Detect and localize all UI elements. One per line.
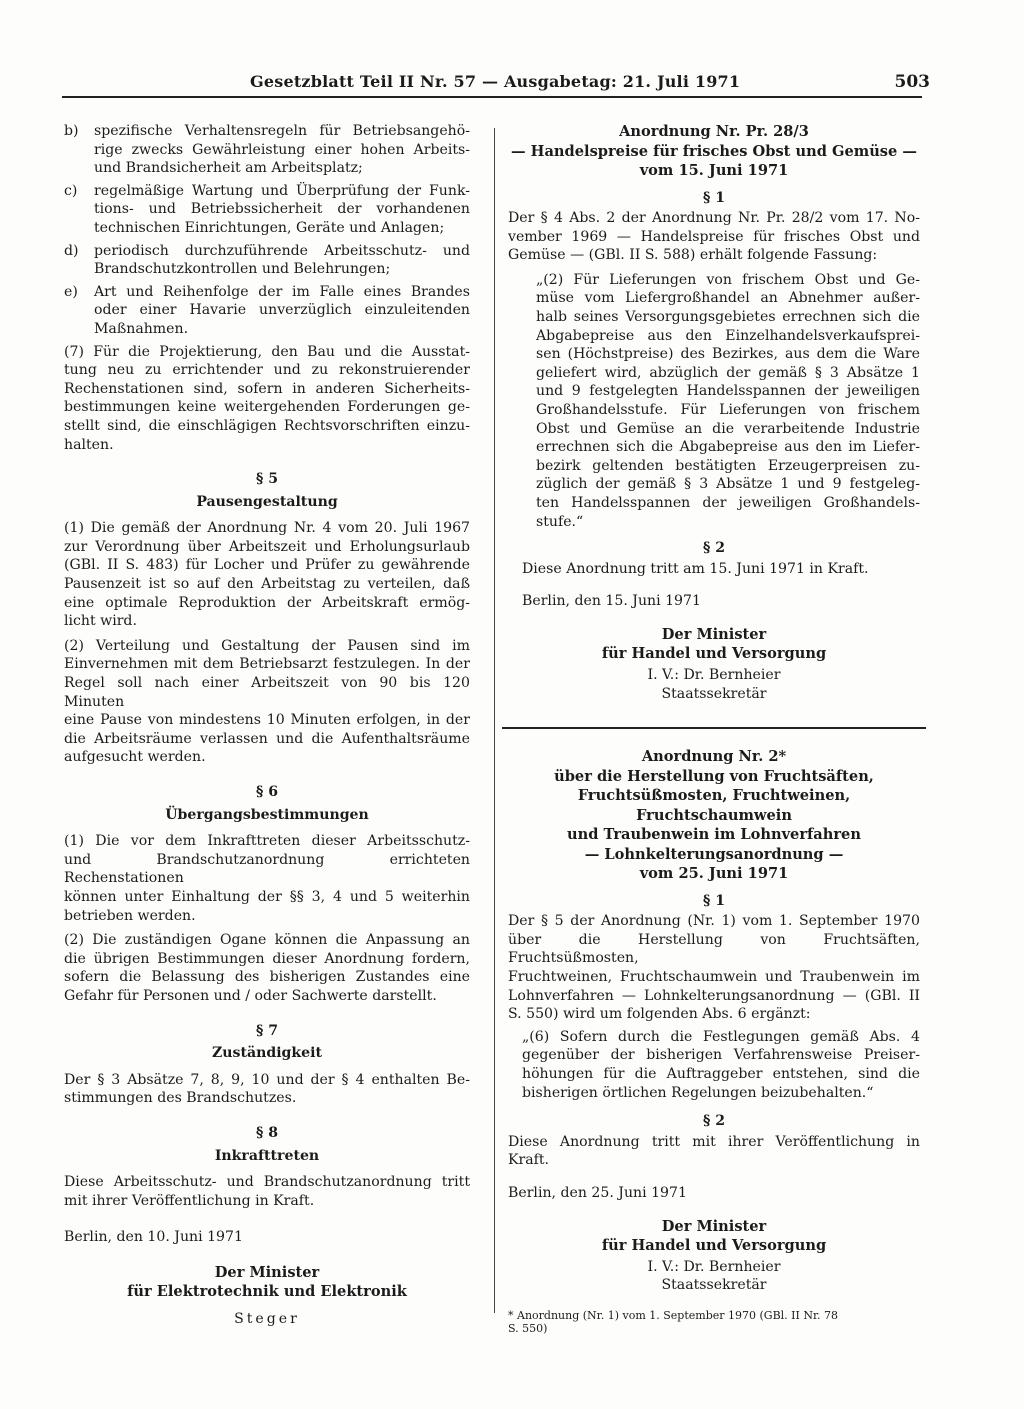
text-line: errechnen sich die Abgabepreise aus den im Liefer- bbox=[536, 439, 920, 456]
text-line: Diese Arbeitsschutz- und Brandschutzanordnung tritt bbox=[64, 1174, 470, 1191]
signer-name: I. V.: Dr. Bernheier bbox=[647, 666, 781, 683]
text-line: höhungen für die Auftraggeber entstehen, sind die bbox=[522, 1066, 920, 1082]
section-8-paragraph-1 bbox=[64, 1173, 470, 1210]
text-line: eine Pause von mindestens 10 Minuten erfolgen, in der bbox=[64, 712, 470, 729]
text-line: und Traubenwein im Lohnverfahren bbox=[567, 826, 861, 844]
text-line: Pausenzeit ist so auf den Arbeitstag zu verteilen, daß bbox=[64, 576, 470, 593]
page-header-title: Gesetzblatt Teil II Nr. 57 — Ausgabetag: 21. Juli 1971 bbox=[250, 72, 741, 91]
text-line: periodisch durchzuführende Arbeitsschutz- und bbox=[94, 242, 470, 259]
text-line: bisherigen örtlichen Regelungen beizubehalten.“ bbox=[522, 1084, 874, 1101]
text-line: Brandschutzkontrollen und Belehrungen; bbox=[94, 261, 391, 278]
text-line: * Anordnung (Nr. 1) vom 1. September 1970 (GBl. II Nr. 78 bbox=[508, 1308, 839, 1322]
section-7-title: Zuständigkeit bbox=[211, 1045, 323, 1062]
text-line: stellt sind, die einschlägigen Rechtsvorschriften einzu- bbox=[64, 417, 470, 434]
left-column bbox=[64, 122, 470, 1328]
text-line: Fruchtweinen, Fruchtschaumwein und Traubenwein im bbox=[508, 969, 920, 986]
text-line: halb seines Versorgungsgebietes errechnen sich die bbox=[536, 309, 920, 326]
order-2-section-2-text bbox=[508, 1133, 920, 1170]
section-7-paragraph-1 bbox=[64, 1071, 470, 1108]
text-line: aufgesucht werden. bbox=[64, 749, 206, 766]
text-line: die übrigen Bestimmungen dieser Anordnung fordern, bbox=[64, 950, 470, 967]
text-line: stufe.“ bbox=[536, 513, 584, 530]
text-line: Diese Anordnung tritt mit ihrer Veröffentlichung in bbox=[508, 1133, 920, 1150]
list-text bbox=[94, 182, 470, 238]
list-text bbox=[94, 122, 470, 178]
text-line: Der § 5 der Anordnung (Nr. 1) vom 1. September 1970 bbox=[508, 913, 920, 930]
list-item-d bbox=[64, 242, 470, 279]
section-8-number: § 8 bbox=[255, 1124, 279, 1141]
text-line: halten. bbox=[64, 436, 114, 453]
text-line: (1) Die gemäß der Anordnung Nr. 4 vom 20. Juli 1967 bbox=[64, 520, 470, 537]
text-line: vom 25. Juni 1971 bbox=[639, 865, 789, 883]
list-text bbox=[94, 283, 470, 339]
text-line: tions- und Betriebssicherheit der vorhandenen bbox=[94, 201, 470, 218]
text-line: ten Handelsspannen der jeweiligen Großhandels- bbox=[536, 495, 920, 511]
signature: Steger bbox=[234, 1310, 300, 1327]
list-label: e) bbox=[64, 283, 78, 300]
column-divider bbox=[494, 128, 495, 1313]
text-line: Abgabepreise aus den Einzelhandelsverkaufsprei- bbox=[536, 327, 920, 344]
section-5-paragraph-1 bbox=[64, 519, 470, 631]
footnote bbox=[508, 1309, 920, 1335]
text-line: Gefahr für Personen und / oder Sachwerte darstellt. bbox=[64, 987, 437, 1004]
paragraph-7 bbox=[64, 343, 470, 455]
text-line: (2) Die zuständigen Ogane können die Anpassung an bbox=[64, 932, 470, 949]
text-line: Einvernehmen mit dem Betriebsarzt festzulegen. In der bbox=[64, 656, 470, 673]
order-2-authority-title: Der Minister bbox=[661, 1217, 767, 1235]
section-6-paragraph-2 bbox=[64, 931, 470, 1005]
text-line: — Handelspreise für frisches Obst und Gemüse — bbox=[511, 142, 917, 160]
text-line: licht wird. bbox=[64, 613, 137, 630]
section-7-number: § 7 bbox=[255, 1022, 279, 1039]
list-item-c bbox=[64, 182, 470, 238]
text-line: über die Herstellung von Fruchtsäften, bbox=[554, 767, 874, 785]
order-1-authority-title: Der Minister bbox=[661, 625, 767, 643]
text-line: „(6) Sofern durch die Festlegungen gemäß Abs. 4 bbox=[522, 1028, 920, 1045]
list-item-e bbox=[64, 283, 470, 339]
list-text bbox=[94, 242, 470, 279]
text-line: vom 15. Juni 1971 bbox=[639, 162, 789, 179]
text-line: oder einer Havarie unverzüglich einzuleitenden bbox=[94, 302, 470, 319]
text-line: (1) Die vor dem Inkrafttreten dieser Arbeitsschutz- bbox=[64, 833, 470, 850]
order-2-signer: I. V.: Dr. Bernheier bbox=[647, 1258, 781, 1275]
text-line: sen (Höchstpreise) des Bezirkes, aus dem die Ware bbox=[536, 346, 920, 363]
text-line: spezifische Verhaltensregeln für Betriebsangehö- bbox=[94, 123, 470, 139]
text-line: „(2) Für Lieferungen von frischem Obst und Ge- bbox=[536, 271, 920, 288]
order-1-section-1-number: § 1 bbox=[702, 189, 726, 206]
text-line: eine optimale Reproduktion der Arbeitskraft ermög- bbox=[64, 594, 470, 611]
section-5-paragraph-2 bbox=[64, 637, 470, 767]
closing-authority-title: Der Minister bbox=[214, 1263, 320, 1281]
text-line: — Lohnkelterungsanordnung — bbox=[584, 845, 844, 863]
order-1-heading bbox=[508, 122, 920, 181]
order-2-date: Berlin, den 25. Juni 1971 bbox=[508, 1184, 687, 1201]
order-2-section-2-number: § 2 bbox=[702, 1113, 726, 1130]
text-line: S. 550) wird um folgenden Abs. 6 ergänzt: bbox=[508, 1006, 811, 1023]
text-line: und Brandsicherheit am Arbeitsplatz; bbox=[94, 160, 363, 177]
text-line: bezirk geltenden bestätigten Erzeugerpreisen zu- bbox=[536, 457, 920, 474]
text-line: (2) Verteilung und Gestaltung der Pausen sind im bbox=[64, 637, 470, 654]
order-1-section-1-text bbox=[508, 209, 920, 265]
order-1-signer-title: Staatssekretär bbox=[661, 685, 767, 702]
text-line: die Arbeitsräume verlassen und die Aufenthaltsräume bbox=[64, 730, 470, 747]
text-line: Obst und Gemüse an die verarbeitende Industrie bbox=[536, 420, 920, 437]
order-2-section-1-text bbox=[508, 912, 920, 1024]
text-line: Gemüse — (GBl. II S. 588) erhält folgende Fassung: bbox=[508, 247, 878, 264]
text-line: Kraft. bbox=[508, 1152, 550, 1169]
order-2-section-1-number: § 1 bbox=[702, 892, 726, 909]
text-line: bestimmungen keine weitergehenden Forderungen ge- bbox=[64, 399, 470, 416]
text-line: vember 1969 — Handelspreise für frisches Obst und bbox=[508, 228, 920, 245]
order-1-signer bbox=[508, 666, 920, 685]
closing-date: Berlin, den 10. Juni 1971 bbox=[64, 1229, 243, 1246]
text-line: geliefert wird, abzüglich der gemäß § 3 Absätze 1 bbox=[536, 364, 920, 381]
text-line: Anordnung Nr. 2* bbox=[641, 748, 787, 766]
order-2-signer-title: Staatssekretär bbox=[661, 1277, 767, 1294]
text-line: über die Herstellung von Fruchtsäften, Fruchtsüßmosten, bbox=[508, 931, 920, 967]
text-line: (GBl. II S. 483) für Locher und Prüfer zu gewährende bbox=[64, 557, 470, 574]
header-rule bbox=[62, 96, 922, 98]
text-line: und 9 festgelegten Handelsspannen der jeweiligen bbox=[536, 383, 920, 400]
order-2-quote bbox=[522, 1028, 920, 1102]
text-line: Großhandelsstufe. Für Lieferungen von frischem bbox=[536, 402, 920, 419]
order-1-authority-ministry: für Handel und Versorgung bbox=[601, 645, 827, 663]
text-line: gegenüber der bisherigen Verfahrensweise Preiser- bbox=[522, 1047, 920, 1064]
list-label: b) bbox=[64, 123, 79, 139]
text-line: technischen Einrichtungen, Geräte und Anlagen; bbox=[94, 219, 445, 236]
text-line: Der § 4 Abs. 2 der Anordnung Nr. Pr. 28/2 vom 17. No- bbox=[508, 210, 920, 227]
text-line: tung neu zu errichtender und zu rekonstruierender bbox=[64, 362, 470, 379]
order-2-heading bbox=[508, 747, 920, 884]
text-line: können unter Einhaltung der §§ 3, 4 und 5 weiterhin bbox=[64, 888, 470, 905]
text-line: Lohnverfahren — Lohnkelterungsanordnung — (GBl. II bbox=[508, 987, 920, 1004]
page-number: 503 bbox=[894, 72, 930, 92]
text-line: Der § 3 Absätze 7, 8, 9, 10 und der § 4 enthalten Be- bbox=[64, 1071, 470, 1088]
text-line: S. 550) bbox=[508, 1321, 548, 1335]
right-column bbox=[508, 122, 920, 1335]
text-line: Fruchtsüßmosten, Fruchtweinen, Fruchtschaumwein bbox=[577, 787, 851, 824]
order-2-authority-ministry: für Handel und Versorgung bbox=[601, 1237, 827, 1255]
closing-authority-ministry: für Elektrotechnik und Elektronik bbox=[127, 1283, 407, 1301]
text-line: müse vom Liefergroßhandel an Abnehmer außer- bbox=[536, 290, 920, 307]
text-line: (7) Für die Projektierung, den Bau und die Ausstat- bbox=[64, 343, 470, 360]
text-line: Regel soll nach einer Arbeitszeit von 90 bis 120 Minuten bbox=[64, 675, 470, 710]
section-8-title: Inkrafttreten bbox=[214, 1147, 320, 1164]
text-line: stimmungen des Brandschutzes. bbox=[64, 1090, 297, 1107]
order-1-section-2-text: Diese Anordnung tritt am 15. Juni 1971 in Kraft. bbox=[522, 560, 869, 577]
text-line: regelmäßige Wartung und Überprüfung der Funk- bbox=[94, 182, 470, 199]
section-5-title: Pausengestaltung bbox=[196, 493, 338, 510]
list-item-b bbox=[64, 122, 470, 178]
list-label: c) bbox=[64, 182, 78, 199]
text-line: Rechenstationen sind, sofern in anderen Sicherheits- bbox=[64, 380, 470, 397]
section-divider bbox=[502, 727, 926, 729]
section-6-number: § 6 bbox=[255, 784, 279, 800]
text-line: mit ihrer Veröffentlichung in Kraft. bbox=[64, 1192, 315, 1209]
text-line: und Brandschutzanordnung errichteten Rechenstationen bbox=[64, 851, 470, 887]
text-line: züglich der gemäß § 3 Absätze 1 und 9 festgeleg- bbox=[536, 476, 920, 493]
text-line: betrieben werden. bbox=[64, 907, 196, 924]
order-1-date: Berlin, den 15. Juni 1971 bbox=[522, 593, 701, 610]
text-line: zur Verordnung über Arbeitszeit und Erholungsurlaub bbox=[64, 538, 470, 555]
text-line: Art und Reihenfolge der im Falle eines Brandes bbox=[94, 283, 470, 300]
order-1-section-2-number: § 2 bbox=[702, 540, 726, 557]
section-6-title: Übergangsbestimmungen bbox=[165, 806, 369, 823]
text-line: sofern die Belassung des bisherigen Zustandes eine bbox=[64, 969, 470, 986]
text-line: rige zwecks Gewährleistung einer hohen Arbeits- bbox=[94, 141, 470, 158]
text-line: Anordnung Nr. Pr. 28/3 bbox=[619, 123, 809, 140]
order-1-quote bbox=[536, 271, 920, 531]
text-line: Maßnahmen. bbox=[94, 320, 189, 337]
section-5-number: § 5 bbox=[255, 471, 279, 488]
list-label: d) bbox=[64, 242, 79, 259]
section-6-paragraph-1 bbox=[64, 832, 470, 925]
